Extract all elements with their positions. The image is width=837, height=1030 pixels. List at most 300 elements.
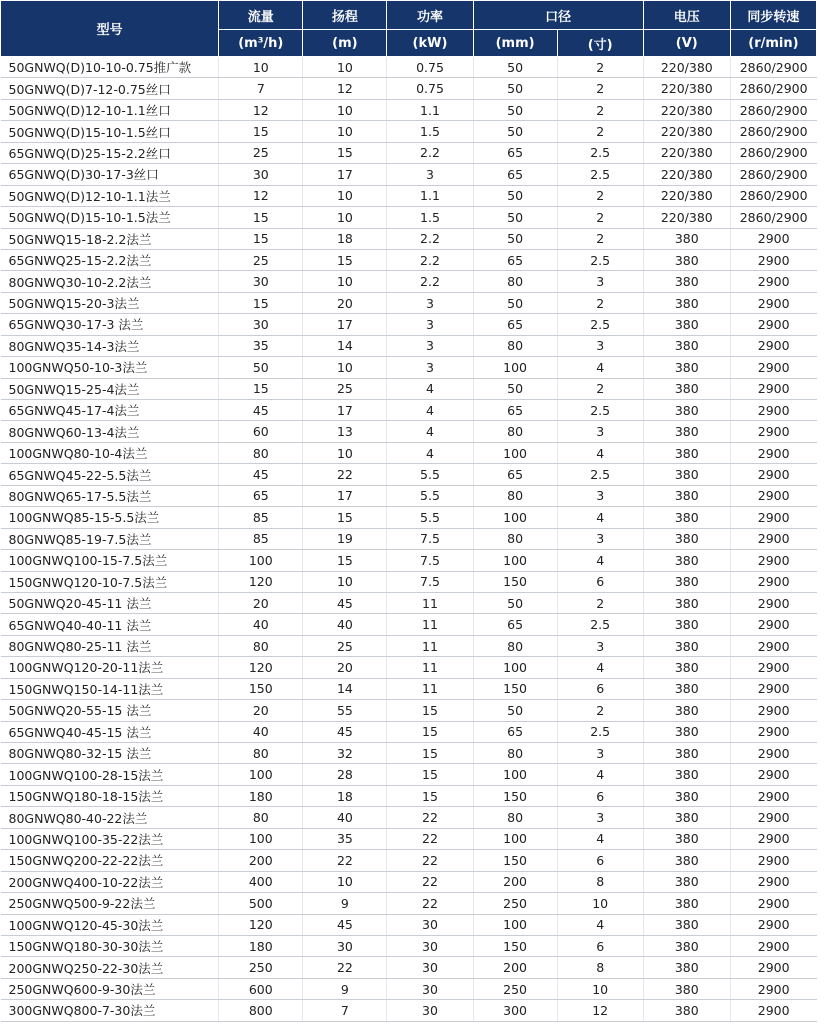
cell-voltage: 380 [643, 528, 730, 549]
header-head: 扬程 [303, 1, 387, 30]
cell-model: 80GNWQ65-17-5.5法兰 [1, 485, 219, 506]
table-row [1, 550, 817, 571]
cell-flow: 120 [219, 657, 303, 678]
cell-head: 40 [303, 807, 387, 828]
cell-speed: 2900 [730, 271, 816, 292]
cell-bore-mm: 65 [473, 164, 557, 185]
cell-bore-inch: 3 [557, 743, 643, 764]
cell-speed: 2900 [730, 378, 816, 399]
cell-bore-inch: 4 [557, 828, 643, 849]
cell-flow: 40 [219, 614, 303, 635]
cell-flow: 500 [219, 893, 303, 914]
cell-speed: 2900 [730, 292, 816, 313]
cell-bore-inch: 4 [557, 550, 643, 571]
table-row [1, 700, 817, 721]
cell-bore-inch: 8 [557, 871, 643, 892]
cell-voltage: 380 [643, 442, 730, 463]
cell-bore-inch: 3 [557, 271, 643, 292]
cell-bore-inch: 3 [557, 635, 643, 656]
cell-bore-mm: 100 [473, 764, 557, 785]
table-row [1, 978, 817, 999]
cell-model: 65GNWQ(D)30-17-3丝口 [1, 164, 219, 185]
cell-bore-mm: 80 [473, 635, 557, 656]
table-row [1, 185, 817, 206]
cell-speed: 2900 [730, 464, 816, 485]
unit-flow: (m³/h) [219, 30, 303, 57]
cell-speed: 2900 [730, 528, 816, 549]
cell-power: 15 [387, 743, 473, 764]
cell-power: 3 [387, 314, 473, 335]
cell-voltage: 380 [643, 914, 730, 935]
cell-flow: 20 [219, 700, 303, 721]
cell-bore-inch: 6 [557, 571, 643, 592]
cell-flow: 45 [219, 400, 303, 421]
cell-model: 80GNWQ85-19-7.5法兰 [1, 528, 219, 549]
cell-model: 50GNWQ(D)12-10-1.1丝口 [1, 99, 219, 120]
cell-bore-inch: 6 [557, 785, 643, 806]
header-row-labels [1, 1, 817, 30]
cell-head: 9 [303, 978, 387, 999]
cell-model: 150GNWQ180-18-15法兰 [1, 785, 219, 806]
unit-voltage: (V) [643, 30, 730, 57]
cell-power: 30 [387, 957, 473, 978]
cell-flow: 180 [219, 935, 303, 956]
cell-bore-mm: 100 [473, 657, 557, 678]
cell-model: 50GNWQ(D)12-10-1.1法兰 [1, 185, 219, 206]
cell-power: 15 [387, 785, 473, 806]
cell-model: 50GNWQ20-55-15 法兰 [1, 700, 219, 721]
cell-model: 100GNWQ100-35-22法兰 [1, 828, 219, 849]
cell-flow: 100 [219, 828, 303, 849]
cell-voltage: 380 [643, 592, 730, 613]
cell-head: 55 [303, 700, 387, 721]
cell-flow: 7 [219, 78, 303, 99]
cell-head: 20 [303, 292, 387, 313]
table-row [1, 464, 817, 485]
cell-model: 300GNWQ800-7-30法兰 [1, 1000, 219, 1021]
cell-model: 50GNWQ(D)15-10-1.5丝口 [1, 121, 219, 142]
cell-voltage: 380 [643, 378, 730, 399]
unit-bore-mm: (mm) [473, 30, 557, 57]
cell-head: 17 [303, 400, 387, 421]
cell-voltage: 380 [643, 978, 730, 999]
cell-head: 25 [303, 635, 387, 656]
cell-bore-inch: 3 [557, 335, 643, 356]
table-row [1, 785, 817, 806]
cell-voltage: 380 [643, 721, 730, 742]
cell-speed: 2900 [730, 635, 816, 656]
cell-flow: 15 [219, 228, 303, 249]
cell-head: 9 [303, 893, 387, 914]
cell-voltage: 380 [643, 743, 730, 764]
cell-power: 30 [387, 978, 473, 999]
cell-head: 14 [303, 335, 387, 356]
cell-bore-mm: 65 [473, 249, 557, 270]
cell-head: 10 [303, 121, 387, 142]
cell-speed: 2900 [730, 957, 816, 978]
cell-flow: 600 [219, 978, 303, 999]
cell-bore-mm: 300 [473, 1000, 557, 1021]
cell-power: 2.2 [387, 228, 473, 249]
cell-speed: 2900 [730, 357, 816, 378]
cell-head: 45 [303, 914, 387, 935]
cell-voltage: 380 [643, 678, 730, 699]
cell-model: 100GNWQ80-10-4法兰 [1, 442, 219, 463]
cell-head: 30 [303, 935, 387, 956]
cell-speed: 2900 [730, 978, 816, 999]
cell-power: 22 [387, 871, 473, 892]
cell-bore-mm: 65 [473, 721, 557, 742]
cell-voltage: 380 [643, 635, 730, 656]
cell-bore-mm: 80 [473, 528, 557, 549]
cell-power: 30 [387, 935, 473, 956]
cell-bore-mm: 50 [473, 700, 557, 721]
cell-head: 18 [303, 785, 387, 806]
cell-bore-mm: 100 [473, 357, 557, 378]
cell-voltage: 380 [643, 893, 730, 914]
cell-bore-inch: 6 [557, 850, 643, 871]
cell-power: 7.5 [387, 528, 473, 549]
cell-bore-mm: 100 [473, 442, 557, 463]
cell-bore-inch: 4 [557, 357, 643, 378]
cell-bore-inch: 2.5 [557, 614, 643, 635]
cell-bore-mm: 50 [473, 292, 557, 313]
cell-power: 30 [387, 914, 473, 935]
cell-voltage: 220/380 [643, 185, 730, 206]
cell-power: 0.75 [387, 57, 473, 78]
cell-model: 65GNWQ45-22-5.5法兰 [1, 464, 219, 485]
cell-power: 15 [387, 700, 473, 721]
cell-power: 5.5 [387, 507, 473, 528]
cell-bore-inch: 2 [557, 185, 643, 206]
cell-model: 65GNWQ25-15-2.2法兰 [1, 249, 219, 270]
cell-power: 1.1 [387, 185, 473, 206]
cell-bore-inch: 10 [557, 893, 643, 914]
cell-speed: 2900 [730, 571, 816, 592]
table-row [1, 957, 817, 978]
cell-head: 12 [303, 78, 387, 99]
cell-bore-mm: 100 [473, 914, 557, 935]
cell-power: 4 [387, 400, 473, 421]
cell-voltage: 220/380 [643, 207, 730, 228]
cell-voltage: 380 [643, 828, 730, 849]
cell-bore-inch: 2 [557, 700, 643, 721]
unit-head: (m) [303, 30, 387, 57]
cell-head: 10 [303, 442, 387, 463]
cell-flow: 120 [219, 571, 303, 592]
cell-bore-mm: 50 [473, 121, 557, 142]
cell-speed: 2900 [730, 400, 816, 421]
table-body [1, 57, 817, 1022]
cell-speed: 2900 [730, 743, 816, 764]
cell-flow: 150 [219, 678, 303, 699]
cell-bore-inch: 3 [557, 528, 643, 549]
cell-voltage: 220/380 [643, 78, 730, 99]
cell-power: 22 [387, 807, 473, 828]
unit-power: (kW) [387, 30, 473, 57]
cell-model: 65GNWQ30-17-3 法兰 [1, 314, 219, 335]
cell-model: 200GNWQ250-22-30法兰 [1, 957, 219, 978]
cell-model: 65GNWQ40-45-15 法兰 [1, 721, 219, 742]
cell-bore-mm: 50 [473, 592, 557, 613]
cell-head: 25 [303, 378, 387, 399]
cell-bore-inch: 2 [557, 207, 643, 228]
table-row [1, 528, 817, 549]
cell-power: 30 [387, 1000, 473, 1021]
cell-speed: 2900 [730, 893, 816, 914]
cell-flow: 80 [219, 807, 303, 828]
cell-bore-mm: 250 [473, 893, 557, 914]
cell-bore-inch: 2 [557, 121, 643, 142]
table-row [1, 914, 817, 935]
cell-power: 2.2 [387, 142, 473, 163]
cell-head: 10 [303, 57, 387, 78]
cell-bore-inch: 3 [557, 485, 643, 506]
cell-bore-inch: 2 [557, 228, 643, 249]
table-row [1, 485, 817, 506]
cell-model: 100GNWQ120-45-30法兰 [1, 914, 219, 935]
cell-head: 40 [303, 614, 387, 635]
cell-speed: 2900 [730, 764, 816, 785]
cell-speed: 2900 [730, 421, 816, 442]
cell-flow: 15 [219, 378, 303, 399]
cell-bore-mm: 150 [473, 785, 557, 806]
cell-head: 10 [303, 871, 387, 892]
cell-bore-inch: 2.5 [557, 400, 643, 421]
cell-head: 13 [303, 421, 387, 442]
cell-speed: 2900 [730, 442, 816, 463]
cell-bore-mm: 150 [473, 678, 557, 699]
table-row [1, 357, 817, 378]
cell-power: 2.2 [387, 249, 473, 270]
cell-model: 65GNWQ40-40-11 法兰 [1, 614, 219, 635]
cell-flow: 12 [219, 99, 303, 120]
table-row [1, 78, 817, 99]
cell-voltage: 380 [643, 871, 730, 892]
cell-speed: 2900 [730, 335, 816, 356]
cell-flow: 40 [219, 721, 303, 742]
cell-head: 7 [303, 1000, 387, 1021]
cell-bore-mm: 150 [473, 571, 557, 592]
cell-head: 45 [303, 592, 387, 613]
cell-bore-inch: 2.5 [557, 464, 643, 485]
cell-speed: 2860/2900 [730, 121, 816, 142]
cell-power: 3 [387, 335, 473, 356]
cell-model: 150GNWQ120-10-7.5法兰 [1, 571, 219, 592]
header-power: 功率 [387, 1, 473, 30]
table-row [1, 507, 817, 528]
cell-voltage: 380 [643, 228, 730, 249]
table-row [1, 57, 817, 78]
cell-flow: 800 [219, 1000, 303, 1021]
cell-voltage: 220/380 [643, 57, 730, 78]
cell-voltage: 380 [643, 357, 730, 378]
cell-bore-inch: 8 [557, 957, 643, 978]
cell-bore-mm: 200 [473, 871, 557, 892]
cell-power: 15 [387, 764, 473, 785]
cell-speed: 2860/2900 [730, 185, 816, 206]
cell-speed: 2900 [730, 721, 816, 742]
cell-flow: 15 [219, 207, 303, 228]
cell-speed: 2860/2900 [730, 99, 816, 120]
cell-bore-mm: 80 [473, 335, 557, 356]
cell-bore-mm: 50 [473, 207, 557, 228]
cell-power: 22 [387, 850, 473, 871]
cell-voltage: 380 [643, 657, 730, 678]
cell-flow: 80 [219, 442, 303, 463]
table-row [1, 314, 817, 335]
cell-bore-mm: 50 [473, 185, 557, 206]
cell-flow: 10 [219, 57, 303, 78]
cell-flow: 80 [219, 635, 303, 656]
cell-model: 200GNWQ400-10-22法兰 [1, 871, 219, 892]
table-row [1, 571, 817, 592]
cell-head: 17 [303, 164, 387, 185]
cell-bore-mm: 80 [473, 421, 557, 442]
cell-model: 65GNWQ(D)25-15-2.2丝口 [1, 142, 219, 163]
cell-head: 22 [303, 850, 387, 871]
cell-speed: 2900 [730, 678, 816, 699]
cell-flow: 30 [219, 314, 303, 335]
cell-bore-inch: 3 [557, 421, 643, 442]
cell-voltage: 380 [643, 421, 730, 442]
table-row [1, 935, 817, 956]
cell-model: 50GNWQ(D)7-12-0.75丝口 [1, 78, 219, 99]
table-row [1, 164, 817, 185]
cell-flow: 250 [219, 957, 303, 978]
cell-head: 10 [303, 357, 387, 378]
cell-head: 17 [303, 485, 387, 506]
cell-power: 11 [387, 657, 473, 678]
cell-voltage: 380 [643, 957, 730, 978]
cell-voltage: 380 [643, 400, 730, 421]
cell-voltage: 220/380 [643, 164, 730, 185]
cell-speed: 2900 [730, 485, 816, 506]
cell-head: 22 [303, 464, 387, 485]
table-row [1, 400, 817, 421]
cell-power: 11 [387, 614, 473, 635]
cell-speed: 2900 [730, 700, 816, 721]
cell-flow: 15 [219, 121, 303, 142]
cell-speed: 2900 [730, 592, 816, 613]
unit-bore-inch: (寸) [557, 30, 643, 57]
cell-model: 80GNWQ35-14-3法兰 [1, 335, 219, 356]
cell-bore-inch: 4 [557, 442, 643, 463]
cell-voltage: 380 [643, 764, 730, 785]
cell-bore-inch: 2 [557, 99, 643, 120]
table-row [1, 614, 817, 635]
cell-speed: 2860/2900 [730, 207, 816, 228]
table-row [1, 121, 817, 142]
cell-bore-mm: 50 [473, 57, 557, 78]
cell-voltage: 220/380 [643, 121, 730, 142]
cell-flow: 180 [219, 785, 303, 806]
cell-head: 10 [303, 207, 387, 228]
table-row [1, 635, 817, 656]
table-row [1, 249, 817, 270]
cell-power: 5.5 [387, 464, 473, 485]
cell-bore-mm: 150 [473, 850, 557, 871]
cell-bore-inch: 4 [557, 914, 643, 935]
cell-power: 4 [387, 442, 473, 463]
cell-voltage: 380 [643, 507, 730, 528]
cell-power: 11 [387, 678, 473, 699]
cell-voltage: 380 [643, 935, 730, 956]
cell-head: 14 [303, 678, 387, 699]
cell-speed: 2900 [730, 228, 816, 249]
table-row [1, 142, 817, 163]
cell-speed: 2900 [730, 935, 816, 956]
cell-speed: 2860/2900 [730, 164, 816, 185]
cell-flow: 30 [219, 271, 303, 292]
cell-head: 15 [303, 550, 387, 571]
cell-bore-inch: 2.5 [557, 142, 643, 163]
cell-flow: 15 [219, 292, 303, 313]
cell-head: 28 [303, 764, 387, 785]
cell-voltage: 380 [643, 271, 730, 292]
cell-model: 100GNWQ50-10-3法兰 [1, 357, 219, 378]
table-row [1, 442, 817, 463]
cell-flow: 80 [219, 743, 303, 764]
cell-model: 100GNWQ100-28-15法兰 [1, 764, 219, 785]
cell-model: 150GNWQ180-30-30法兰 [1, 935, 219, 956]
cell-speed: 2900 [730, 785, 816, 806]
cell-power: 11 [387, 635, 473, 656]
table-row [1, 743, 817, 764]
cell-model: 150GNWQ150-14-11法兰 [1, 678, 219, 699]
header-model: 型号 [1, 1, 219, 57]
cell-model: 250GNWQ600-9-30法兰 [1, 978, 219, 999]
table-row [1, 335, 817, 356]
cell-flow: 85 [219, 507, 303, 528]
cell-flow: 25 [219, 249, 303, 270]
cell-power: 3 [387, 292, 473, 313]
cell-flow: 12 [219, 185, 303, 206]
table-header [1, 1, 817, 57]
cell-model: 80GNWQ80-32-15 法兰 [1, 743, 219, 764]
cell-power: 22 [387, 893, 473, 914]
cell-bore-mm: 50 [473, 99, 557, 120]
cell-head: 10 [303, 185, 387, 206]
cell-head: 10 [303, 571, 387, 592]
cell-flow: 100 [219, 764, 303, 785]
cell-bore-inch: 3 [557, 807, 643, 828]
cell-power: 22 [387, 828, 473, 849]
cell-voltage: 380 [643, 550, 730, 571]
cell-bore-mm: 100 [473, 828, 557, 849]
header-voltage: 电压 [643, 1, 730, 30]
cell-bore-inch: 4 [557, 507, 643, 528]
cell-voltage: 380 [643, 785, 730, 806]
cell-flow: 120 [219, 914, 303, 935]
cell-voltage: 220/380 [643, 142, 730, 163]
cell-bore-inch: 2 [557, 292, 643, 313]
cell-bore-inch: 2 [557, 57, 643, 78]
cell-power: 3 [387, 164, 473, 185]
cell-power: 1.1 [387, 99, 473, 120]
cell-voltage: 380 [643, 700, 730, 721]
cell-head: 10 [303, 271, 387, 292]
table-row [1, 99, 817, 120]
cell-voltage: 380 [643, 249, 730, 270]
cell-bore-mm: 50 [473, 78, 557, 99]
cell-speed: 2900 [730, 1000, 816, 1021]
cell-model: 80GNWQ60-13-4法兰 [1, 421, 219, 442]
cell-model: 65GNWQ45-17-4法兰 [1, 400, 219, 421]
cell-bore-mm: 80 [473, 743, 557, 764]
cell-bore-mm: 200 [473, 957, 557, 978]
cell-bore-inch: 2.5 [557, 164, 643, 185]
